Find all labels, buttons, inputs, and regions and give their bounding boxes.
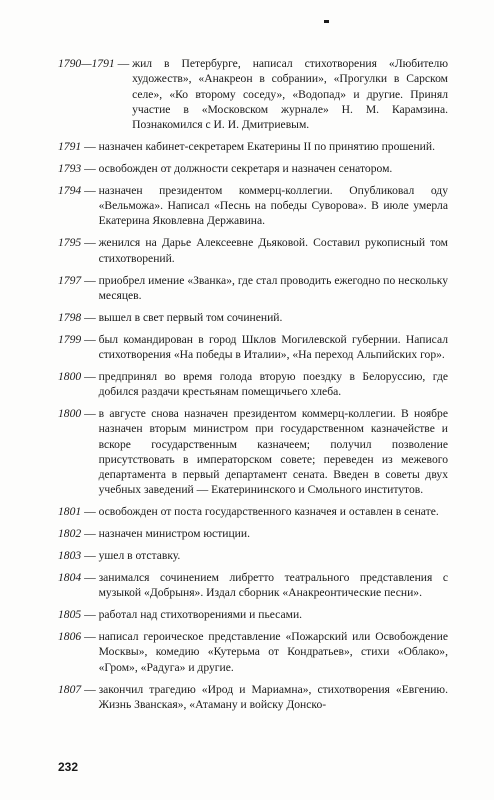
entry-text: жил в Петербурге, написал стихотворения «Любителю художеств», «Анакреон в собрании», «Прогулки в Сарском селе», «Ко второму соседу», «Водопад» и другие. Принял участие в «Московском журнале» Н. М. Карамзина. Познакомился с И. И. Дмитриевым.: [132, 57, 448, 132]
chronology-entry-1798: 1798 — вышел в свет первый том сочинений.: [58, 310, 448, 325]
entry-year: 1805: [58, 608, 82, 622]
entry-year: 1797: [58, 273, 82, 287]
chronology-list: [58, 56, 448, 719]
entry-text: приобрел имение «Званка», где стал проводить ежегодно по нескольку месяцев.: [98, 273, 448, 302]
entry-text: назначен министром юстиции.: [98, 527, 250, 541]
entry-year: 1790—1791: [58, 57, 115, 70]
chronology-entry-1797: 1797 — приобрел имение «Званка», где стал проводить ежегодно по нескольку месяцев.: [58, 273, 448, 302]
entry-year: 1807: [58, 682, 82, 696]
chronology-entry-1805: 1805 — работал над стихотворениями и пьесами.: [58, 607, 448, 622]
chronology-entry-1800-a: 1800 — предпринял во время голода вторую поездку в Белоруссию, где добился раздачи крестьянам помещичьего хлеба.: [58, 369, 448, 399]
chronology-entry-1801: 1801 — освобожден от поста государственного казначея и оставлен в сенате.: [58, 504, 448, 519]
print-mark: [324, 20, 329, 23]
entry-text: назначен президентом коммерц-коллегии. Опубликовал оду «Вельможа». Написал «Песнь на победы Суворова». В июле умерла Екатерина Яковлевна Державина.: [98, 183, 448, 228]
entry-year: 1793: [58, 161, 82, 175]
chronology-entry-1795: 1795 — женился на Дарье Алексеевне Дьяковой. Составил рукописный том стихотворений.: [58, 236, 448, 265]
chronology-entry-1799: 1799 — был командирован в город Шклов Могилевской губернии. Написал стихотворения «На победы в Италии», «На переход Альпийских гор».: [58, 332, 448, 361]
entry-text: освобожден от поста государственного казначея и оставлен в сенате.: [98, 505, 439, 519]
entry-year: 1800: [58, 369, 82, 383]
entry-text: ушел в отставку.: [98, 549, 181, 563]
entry-text: женился на Дарье Алексеевне Дьяковой. Составил рукописный том стихотворений.: [98, 236, 448, 265]
entry-text: предпринял во время голода вторую поездку в Белоруссию, где добился раздачи крестьянам помещичьего хлеба.: [98, 369, 448, 399]
entry-text: был командирован в город Шклов Могилевской губернии. Написал стихотворения «На победы в Италии», «На переход Альпийских гор».: [98, 332, 448, 361]
entry-year: 1794: [58, 183, 82, 197]
entry-text: в августе снова назначен президентом коммерц-коллегии. В ноябре назначен вторым министром при государственном казначействе и вскоре государственным казначеем; получил позволение присутствовать в императорском совете; переведен из межевого департамента в первый департамент сената. Введен в советы двух учебных заведений — Екатерининского и Смольного институтов.: [98, 406, 448, 497]
chronology-entry-1790-1791: 1790—1791 — жил в Петербурге, написал стихотворения «Любителю художеств», «Анакреон в собрании», «Прогулки в Сарском селе», «Ко второму соседу», «Водопад» и другие. Принял участие в «Московском журнале» Н. М. Карамзина. Познакомился с И. И. Дмитриевым.: [58, 57, 448, 132]
chronology-entry-1803: 1803 — ушел в отставку.: [58, 548, 448, 563]
chronology-entry-1793: 1793 — освобожден от должности секретаря и назначен сенатором.: [58, 161, 448, 176]
chronology-entry-1804: 1804 — занимался сочинением либретто театрального представления с музыкой «Добрыня». Издал сборник «Анакреонтические песни».: [58, 571, 448, 600]
entry-text: назначен кабинет-секретарем Екатерины II по принятию прошений.: [98, 140, 435, 154]
entry-text: написал героическое представление «Пожарский или Освобождение Москвы», комедию «Кутерьма от Кондратьев», стихи «Облако», «Гром», «Радуга» и другие.: [98, 630, 448, 674]
entry-year: 1802: [58, 527, 82, 541]
page-number: 232: [58, 760, 79, 774]
entry-year: 1798: [58, 310, 82, 324]
chronology-entry-1791: 1791 — назначен кабинет-секретарем Екатерины II по принятию прошений.: [58, 139, 448, 154]
entry-year: 1791: [58, 140, 82, 154]
chronology-entry-1806: 1806 — написал героическое представление «Пожарский или Освобождение Москвы», комедию «Кутерьма от Кондратьев», стихи «Облако», «Гром», «Радуга» и другие.: [58, 630, 448, 674]
chronology-entry-1802: 1802 — назначен министром юстиции.: [58, 526, 448, 541]
entry-year: 1801: [58, 505, 82, 519]
entry-year: 1804: [58, 571, 82, 585]
entry-year: 1806: [58, 630, 82, 644]
chronology-entry-1794: 1794 — назначен президентом коммерц-коллегии. Опубликовал оду «Вельможа». Написал «Песнь на победы Суворова». В июле умерла Екатерина Яковлевна Державина.: [58, 183, 448, 228]
entry-text: работал над стихотворениями и пьесами.: [98, 608, 303, 622]
chronology-entry-1807: 1807 — закончил трагедию «Ирод и Мариамна», стихотворения «Евгению. Жизнь Званская», «Атаману и войску Донско-: [58, 682, 448, 711]
entry-year: 1795: [58, 236, 82, 250]
chronology-entry-1800-b: 1800 — в августе снова назначен президентом коммерц-коллегии. В ноябре назначен вторым министром при государственном казначействе и вскоре государственным казначеем; получил позволение присутствовать в императорском совете; переведен из межевого департамента в первый департамент сената. Введен в советы двух учебных заведений — Екатерининского и Смольного институтов.: [58, 406, 448, 497]
entry-year: 1803: [58, 549, 82, 563]
entry-text: освобожден от должности секретаря и назначен сенатором.: [98, 161, 393, 175]
entry-year: 1799: [58, 332, 82, 346]
entry-text: вышел в свет первый том сочинений.: [98, 310, 283, 324]
entry-text: закончил трагедию «Ирод и Мариамна», стихотворения «Евгению. Жизнь Званская», «Атаману и войску Донско-: [98, 682, 448, 711]
entry-year: 1800: [58, 406, 82, 420]
entry-text: занимался сочинением либретто театрального представления с музыкой «Добрыня». Издал сборник «Анакреонтические песни».: [98, 571, 448, 600]
